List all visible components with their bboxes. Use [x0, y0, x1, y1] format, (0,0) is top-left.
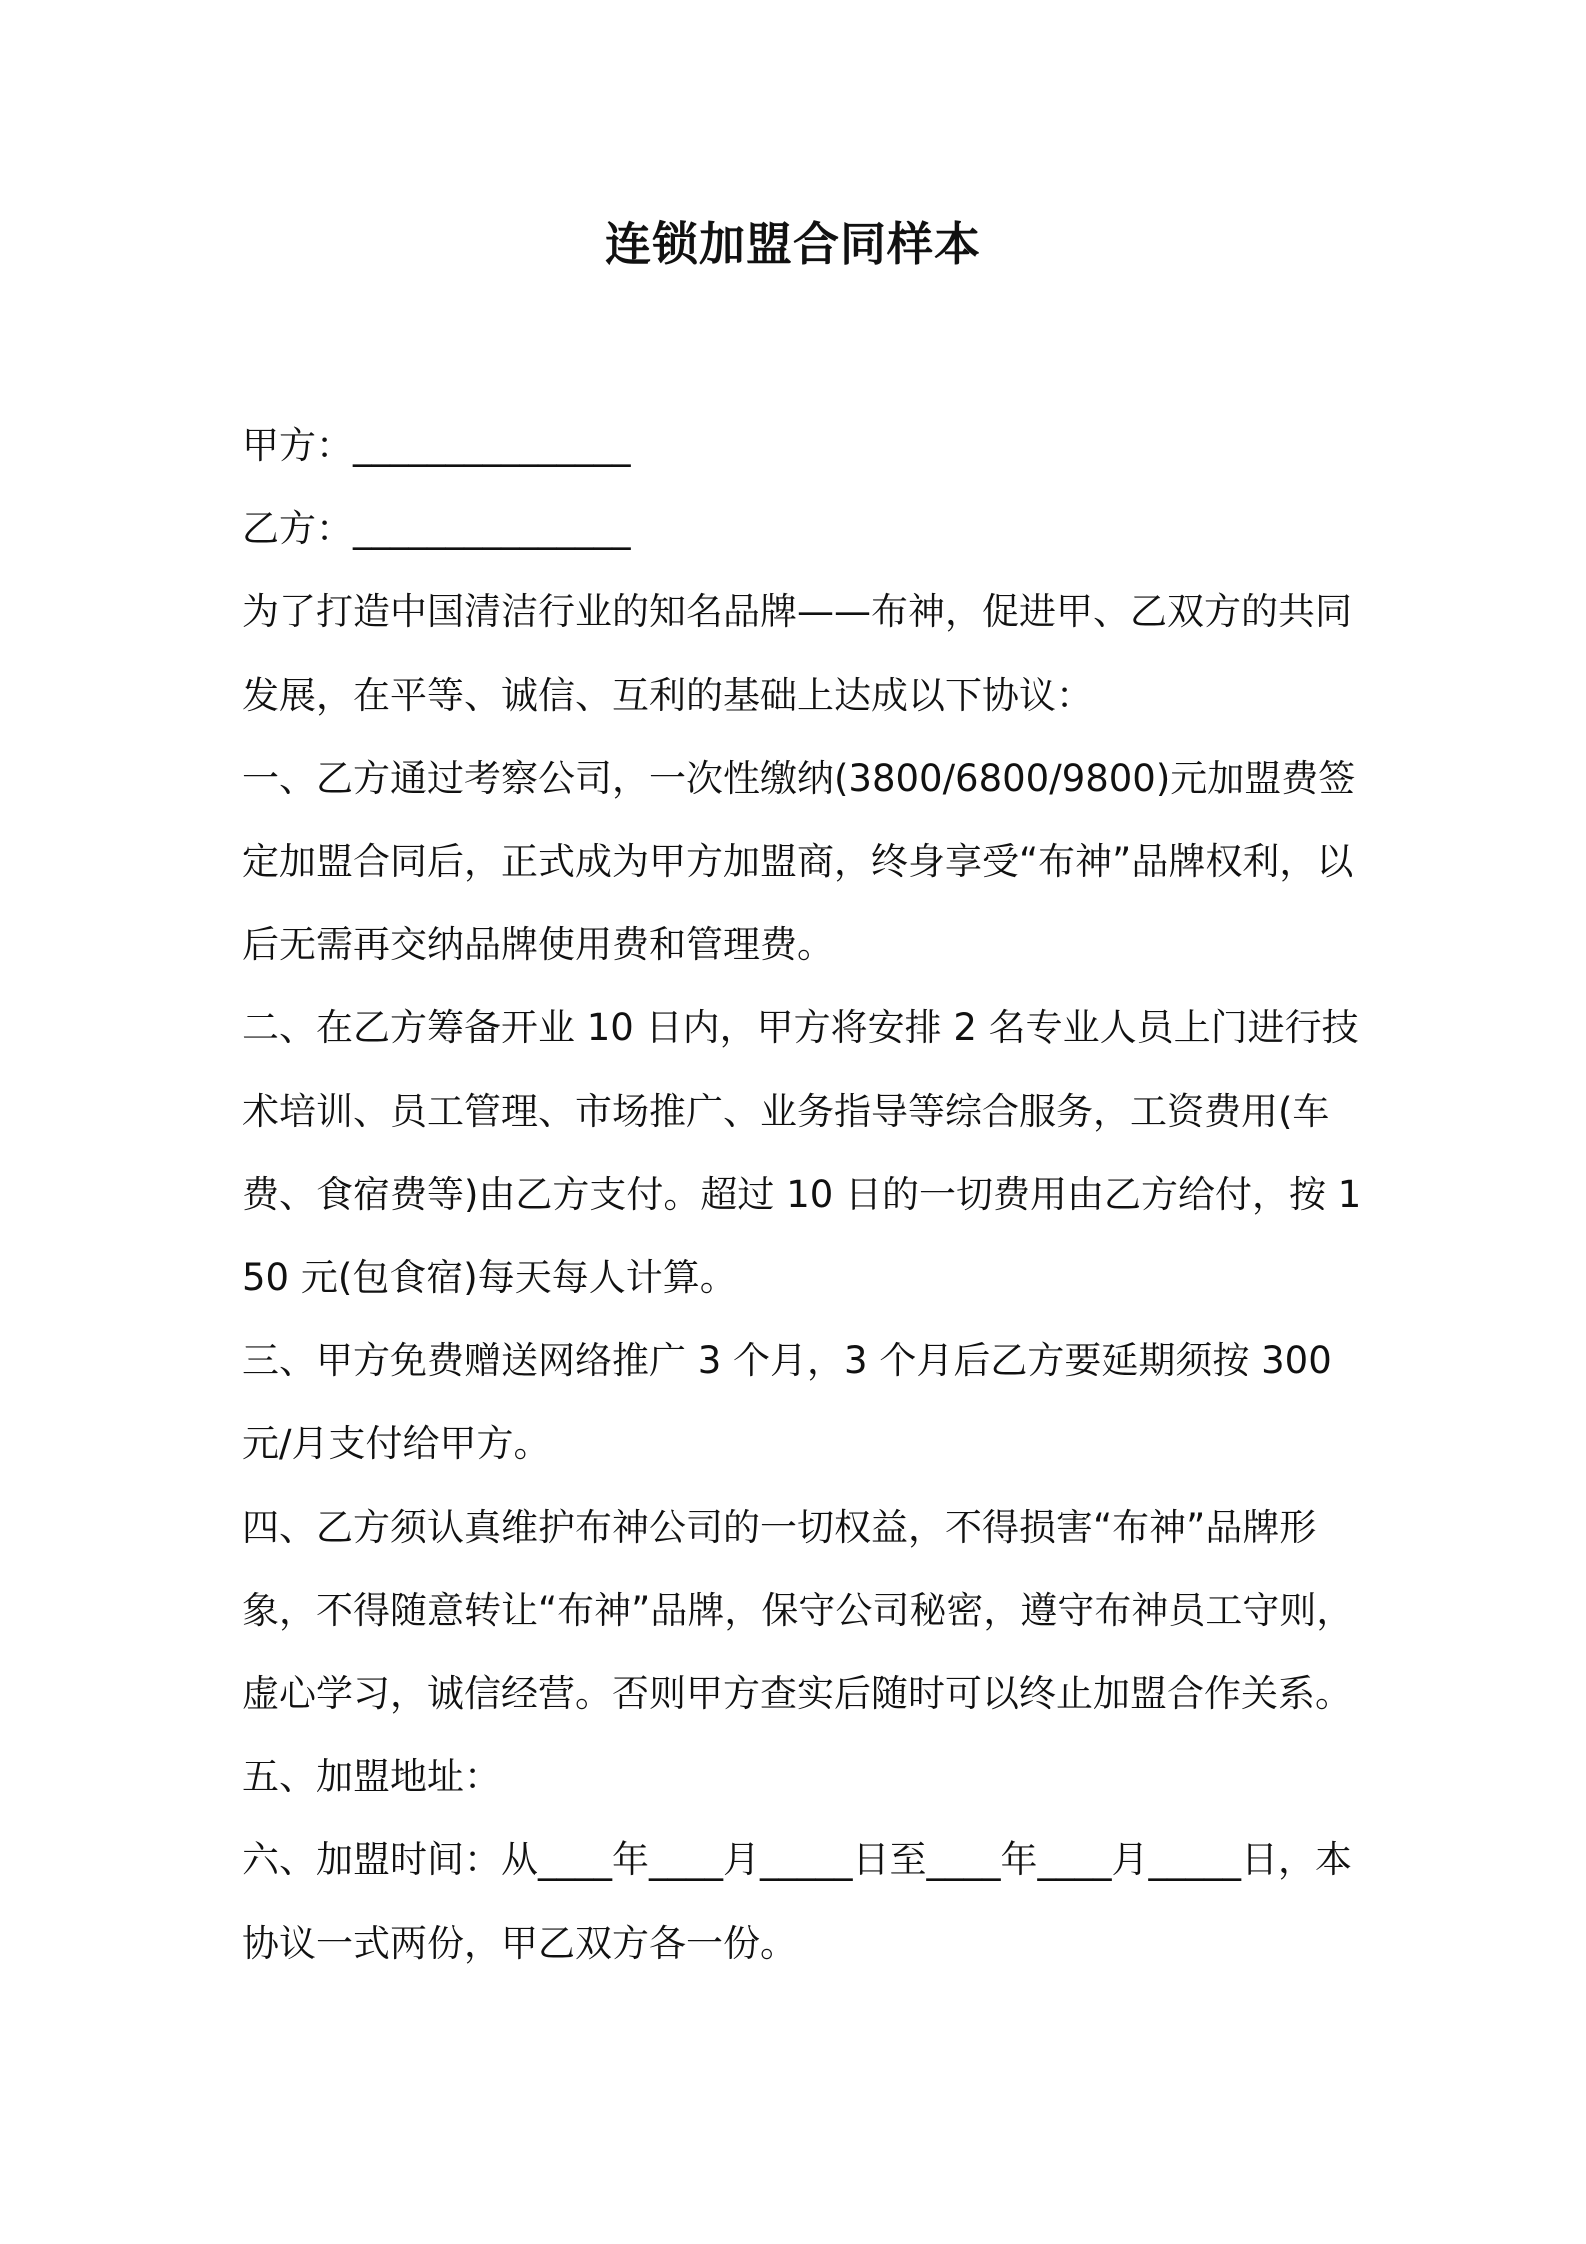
party-a-line: 甲方：_______________ — [242, 424, 631, 467]
clause-2: 二、在乙方筹备开业 10 日内，甲方将安排 2 名专业人员上门进行技术培训、员工管理、市场推广、业务指导等综合服务，工资费用(车费、食宿费等)由乙方支付。超过 10 日的一切费用由乙方给付，按 150 元(包食宿)每天每人计算。 — [242, 1006, 1362, 1300]
clause-4: 四、乙方须认真维护布神公司的一切权益，不得损害“布神”品牌形象，不得随意转让“布神”品牌，保守公司秘密，遵守布神员工守则，虚心学习，诚信经营。否则甲方查实后随时可以终止加盟合作关系。 — [242, 1505, 1354, 1716]
clause-3: 三、甲方免费赠送网络推广 3 个月，3 个月后乙方要延期须按 300 元/月支付给甲方。 — [242, 1339, 1344, 1466]
preamble-paragraph: 为了打造中国清洁行业的知名品牌——布神，促进甲、乙双方的共同发展，在平等、诚信、互利的基础上达成以下协议： — [242, 590, 1352, 717]
document-body — [242, 404, 1372, 1985]
clause-1: 一、乙方通过考察公司，一次性缴纳(3800/6800/9800)元加盟费签定加盟合同后，正式成为甲方加盟商，终身享受“布神”品牌权利，以后无需再交纳品牌使用费和管理费。 — [242, 756, 1356, 967]
clause-6: 六、加盟时间：从____年____月_____日至____年____月_____日，本协议一式两份，甲乙双方各一份。 — [242, 1838, 1352, 1965]
document-title: 连锁加盟合同样本 — [605, 217, 981, 271]
clause-5: 五、加盟地址： — [242, 1755, 501, 1799]
party-b-line: 乙方：_______________ — [242, 507, 631, 551]
